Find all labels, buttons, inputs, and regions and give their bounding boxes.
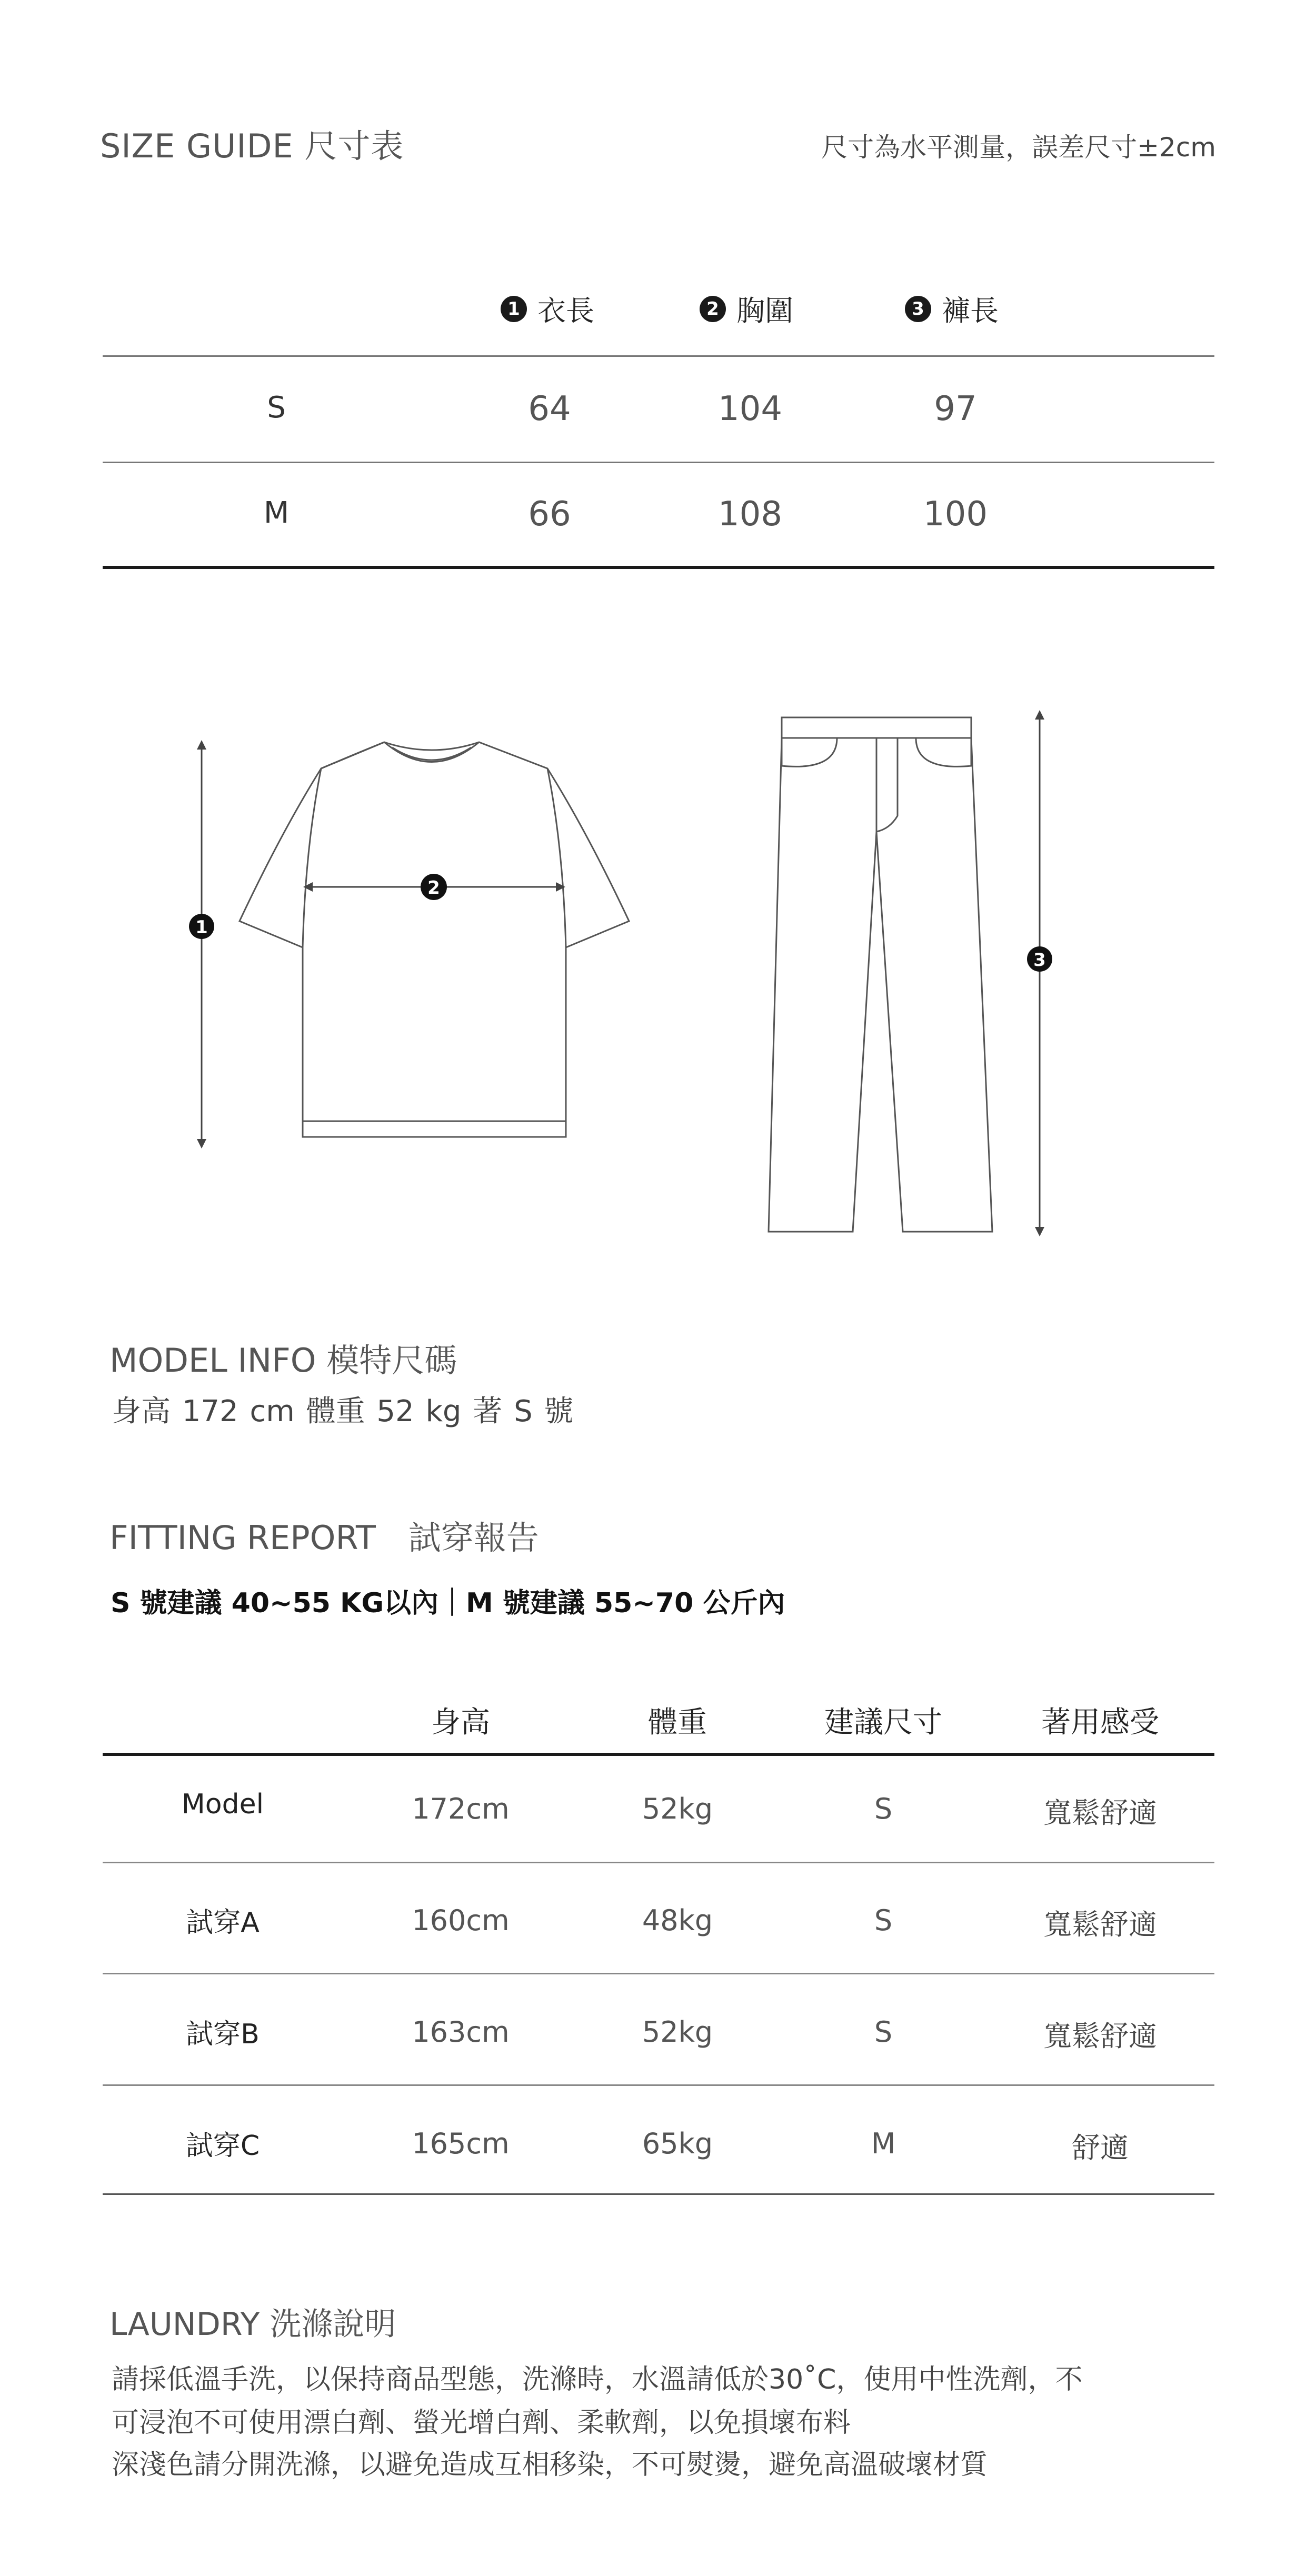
- marker-1-icon: [189, 914, 214, 939]
- laundry-instruction: 請採低溫手洗，以保持商品型態，洗滌時，水溫請低於30˚C，使用中性洗劑，不: [112, 2364, 1083, 2395]
- column-header-pants-length: 3 褲長: [905, 288, 999, 329]
- table-cell: 寬鬆舒適: [1043, 1796, 1157, 1830]
- table-cell: 48kg: [642, 1904, 713, 1937]
- marker-2-icon: [421, 874, 447, 900]
- table-cell: 舒適: [1072, 2131, 1129, 2164]
- column-header-length: 1 衣長: [501, 288, 594, 329]
- table-cell: 104: [717, 390, 783, 428]
- table-cell: 64: [528, 390, 571, 428]
- svg-text:2: 2: [427, 877, 440, 898]
- table-cell: S: [874, 1792, 893, 1825]
- laundry-instruction: 深淺色請分開洗滌，以避免造成互相移染，不可熨燙，避免高溫破壞材質: [112, 2449, 988, 2481]
- garment-diagrams: [0, 674, 1316, 1253]
- table-row-label: 試穿A: [186, 1907, 260, 1939]
- table-divider: [103, 1973, 1214, 1974]
- header-weight: 體重: [648, 1705, 707, 1740]
- column-header-chest: 2 胸圍: [700, 288, 793, 329]
- table-cell: 寬鬆舒適: [1043, 2020, 1157, 2053]
- table-cell: 寬鬆舒適: [1043, 1908, 1157, 1941]
- marker-3-icon: 3: [905, 296, 931, 322]
- size-label-m: M: [263, 496, 290, 530]
- table-divider: [103, 2084, 1214, 2086]
- table-cell: 163cm: [412, 2015, 510, 2049]
- model-info-title: MODEL INFO 模特尺碼: [109, 1341, 457, 1380]
- header-fit-feel: 著用感受: [1041, 1705, 1159, 1740]
- table-bottom-border: [103, 566, 1214, 569]
- table-cell: S: [874, 1904, 893, 1937]
- svg-text:3: 3: [1033, 950, 1046, 971]
- laundry-title: LAUNDRY 洗滌說明: [109, 2306, 396, 2343]
- table-cell: M: [871, 2127, 896, 2160]
- svg-text:1: 1: [195, 917, 208, 938]
- table-cell: 65kg: [642, 2127, 713, 2160]
- table-cell: 97: [934, 390, 977, 428]
- table-header-border: [103, 1753, 1214, 1756]
- table-cell: 52kg: [642, 1792, 713, 1825]
- table-cell: 160cm: [412, 1904, 510, 1937]
- size-label-s: S: [267, 391, 286, 425]
- fitting-report-title: FITTING REPORT 試穿報告: [109, 1519, 539, 1557]
- table-cell: S: [874, 2015, 893, 2049]
- laundry-instruction: 可浸泡不可使用漂白劑、螢光增白劑、柔軟劑，以免損壞布料: [112, 2407, 851, 2439]
- model-info-text: 身高 172 cm 體重 52 kg 著 S 號: [112, 1394, 574, 1429]
- table-cell: 100: [923, 495, 988, 534]
- marker-3-icon: [1027, 946, 1052, 972]
- size-guide-title: SIZE GUIDE 尺寸表: [100, 127, 404, 165]
- table-divider: [103, 462, 1214, 463]
- table-divider: [103, 355, 1214, 357]
- header-suggested-size: 建議尺寸: [824, 1705, 942, 1740]
- pants-icon: [769, 717, 992, 1232]
- table-bottom-border: [103, 2193, 1214, 2195]
- table-cell: 165cm: [412, 2127, 510, 2160]
- table-cell: 172cm: [412, 1792, 510, 1825]
- table-row-label: 試穿C: [185, 2130, 260, 2162]
- marker-1-icon: 1: [501, 296, 527, 322]
- table-row-label: 試穿B: [186, 2019, 260, 2050]
- measurement-note: 尺寸為水平測量，誤差尺寸±2cm: [821, 132, 1216, 163]
- marker-2-icon: 2: [700, 296, 726, 322]
- tshirt-icon: [240, 742, 629, 1137]
- table-cell: 108: [717, 495, 783, 534]
- header-height: 身高: [431, 1705, 490, 1740]
- size-recommendation: S 號建議 40~55 KG以內｜M 號建議 55~70 公斤內: [111, 1587, 785, 1619]
- table-divider: [103, 1862, 1214, 1863]
- table-cell: 52kg: [642, 2015, 713, 2049]
- table-row-label: Model: [181, 1789, 264, 1820]
- table-cell: 66: [528, 495, 571, 534]
